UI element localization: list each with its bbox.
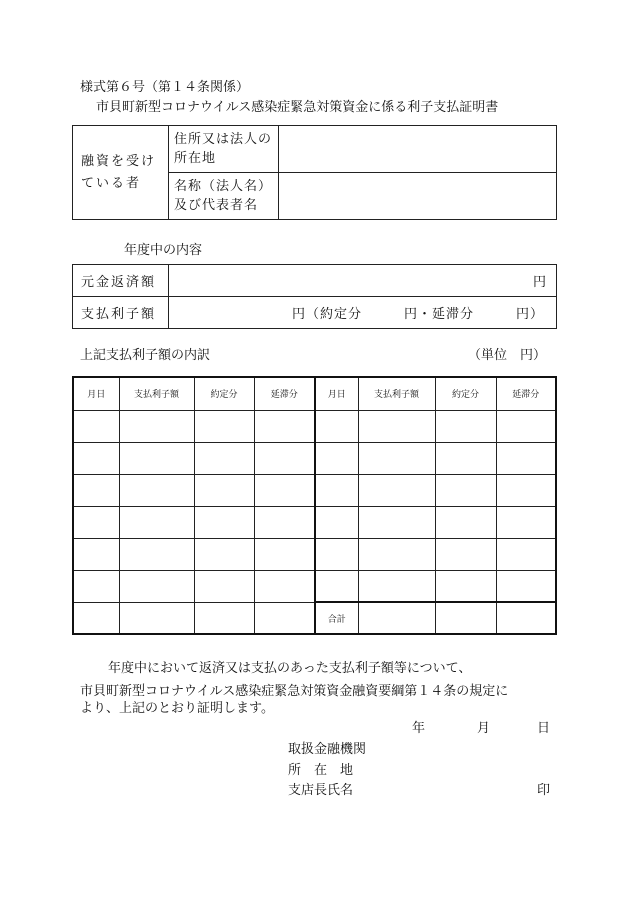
table-cell[interactable] <box>254 506 315 538</box>
date-day: 日 <box>537 721 551 736</box>
table-cell[interactable] <box>119 506 194 538</box>
institution-label: 取扱金融機関 <box>288 742 367 757</box>
table-cell[interactable] <box>496 442 556 474</box>
table-cell[interactable] <box>194 602 254 634</box>
table-cell[interactable] <box>315 474 358 506</box>
table-cell[interactable] <box>435 506 496 538</box>
year-content-heading: 年度中の内容 <box>124 243 203 258</box>
table-cell[interactable] <box>315 538 358 570</box>
table-cell[interactable] <box>194 570 254 602</box>
table-row <box>73 602 556 634</box>
table-cell[interactable] <box>496 602 556 634</box>
table-cell[interactable] <box>496 474 556 506</box>
table-cell[interactable] <box>73 442 119 474</box>
cert-line-1: 年度中において返済又は支払のあった支払利子額等について、 <box>108 661 472 676</box>
name-label: 名称（法人名）及び代表者名 <box>174 179 273 213</box>
interest-label: 支払利子額 <box>73 297 169 329</box>
year-content-table <box>72 264 557 329</box>
total-label: 合計 <box>315 602 358 634</box>
address-label-cell <box>169 126 279 173</box>
table-cell[interactable] <box>254 602 315 634</box>
cert-line-3: より、上記のとおり証明します。 <box>80 701 274 716</box>
table-cell[interactable] <box>119 602 194 634</box>
table-cell[interactable] <box>194 538 254 570</box>
borrower-label: 融資を受けている者 <box>81 153 157 191</box>
col-header: 支払利子額 <box>119 377 194 410</box>
table-cell[interactable] <box>254 474 315 506</box>
table-cell[interactable] <box>73 506 119 538</box>
table-cell[interactable] <box>254 570 315 602</box>
table-row <box>73 474 556 506</box>
document-title: 市貝町新型コロナウイルス感染症緊急対策資金に係る利子支払証明書 <box>96 100 499 115</box>
col-header: 約定分 <box>435 377 496 410</box>
form-number: 様式第６号（第１４条関係） <box>80 80 250 95</box>
seal-mark: 印 <box>537 783 551 798</box>
table-row <box>73 506 556 538</box>
cert-line-2: 市貝町新型コロナウイルス感染症緊急対策資金融資要綱第１４条の規定に <box>80 684 509 699</box>
table-cell[interactable] <box>358 474 435 506</box>
table-row <box>73 410 556 442</box>
table-row <box>73 570 556 602</box>
table-cell[interactable] <box>435 602 496 634</box>
date-year: 年 <box>412 721 426 736</box>
table-cell[interactable] <box>119 442 194 474</box>
table-cell[interactable] <box>73 474 119 506</box>
table-cell[interactable] <box>358 570 435 602</box>
table-cell[interactable] <box>358 506 435 538</box>
borrower-table <box>72 125 557 220</box>
table-cell[interactable] <box>315 410 358 442</box>
table-cell[interactable] <box>435 570 496 602</box>
table-cell[interactable] <box>496 506 556 538</box>
table-cell[interactable] <box>254 442 315 474</box>
table-row <box>73 442 556 474</box>
col-header: 約定分 <box>194 377 254 410</box>
address-field[interactable] <box>279 126 557 173</box>
principal-unit: 円 <box>532 275 546 290</box>
table-cell[interactable] <box>194 410 254 442</box>
table-cell[interactable] <box>73 570 119 602</box>
borrower-label-cell <box>73 126 169 220</box>
manager-label: 支店長氏名 <box>288 783 354 798</box>
table-cell[interactable] <box>435 538 496 570</box>
col-header: 月日 <box>315 377 358 410</box>
table-cell[interactable] <box>119 538 194 570</box>
address-label: 住所又は法人の所在地 <box>174 132 273 166</box>
table-cell[interactable] <box>315 506 358 538</box>
principal-label: 元金返済額 <box>73 265 169 297</box>
table-cell[interactable] <box>254 410 315 442</box>
interest-detail: 円（約定分 円・延滞分 円） <box>291 307 544 322</box>
unit-note: （単位 円） <box>468 348 547 363</box>
col-header: 延滞分 <box>496 377 556 410</box>
table-cell[interactable] <box>73 602 119 634</box>
table-cell[interactable] <box>358 410 435 442</box>
breakdown-table <box>72 376 557 635</box>
address-signature-label: 所 在 地 <box>288 763 354 778</box>
col-header: 支払利子額 <box>358 377 435 410</box>
table-cell[interactable] <box>194 506 254 538</box>
table-row <box>73 538 556 570</box>
table-cell[interactable] <box>435 410 496 442</box>
table-cell[interactable] <box>358 538 435 570</box>
name-label-cell <box>169 173 279 220</box>
breakdown-heading: 上記支払利子額の内訳 <box>80 348 211 363</box>
col-header: 月日 <box>73 377 119 410</box>
table-cell[interactable] <box>73 410 119 442</box>
table-cell[interactable] <box>496 570 556 602</box>
table-cell[interactable] <box>496 410 556 442</box>
table-cell[interactable] <box>119 570 194 602</box>
table-cell[interactable] <box>119 474 194 506</box>
table-cell[interactable] <box>315 570 358 602</box>
table-cell[interactable] <box>194 474 254 506</box>
name-field[interactable] <box>279 173 557 220</box>
principal-field[interactable] <box>169 265 557 297</box>
table-cell[interactable] <box>496 538 556 570</box>
table-cell[interactable] <box>194 442 254 474</box>
table-cell[interactable] <box>73 538 119 570</box>
table-cell[interactable] <box>254 538 315 570</box>
table-cell[interactable] <box>119 410 194 442</box>
interest-field[interactable] <box>169 297 557 329</box>
date-month: 月 <box>477 721 491 736</box>
table-cell[interactable] <box>315 442 358 474</box>
table-cell[interactable] <box>435 474 496 506</box>
col-header: 延滞分 <box>254 377 315 410</box>
breakdown-header-row <box>73 377 556 410</box>
table-cell[interactable] <box>435 442 496 474</box>
table-cell[interactable] <box>358 442 435 474</box>
table-cell[interactable] <box>358 602 435 634</box>
